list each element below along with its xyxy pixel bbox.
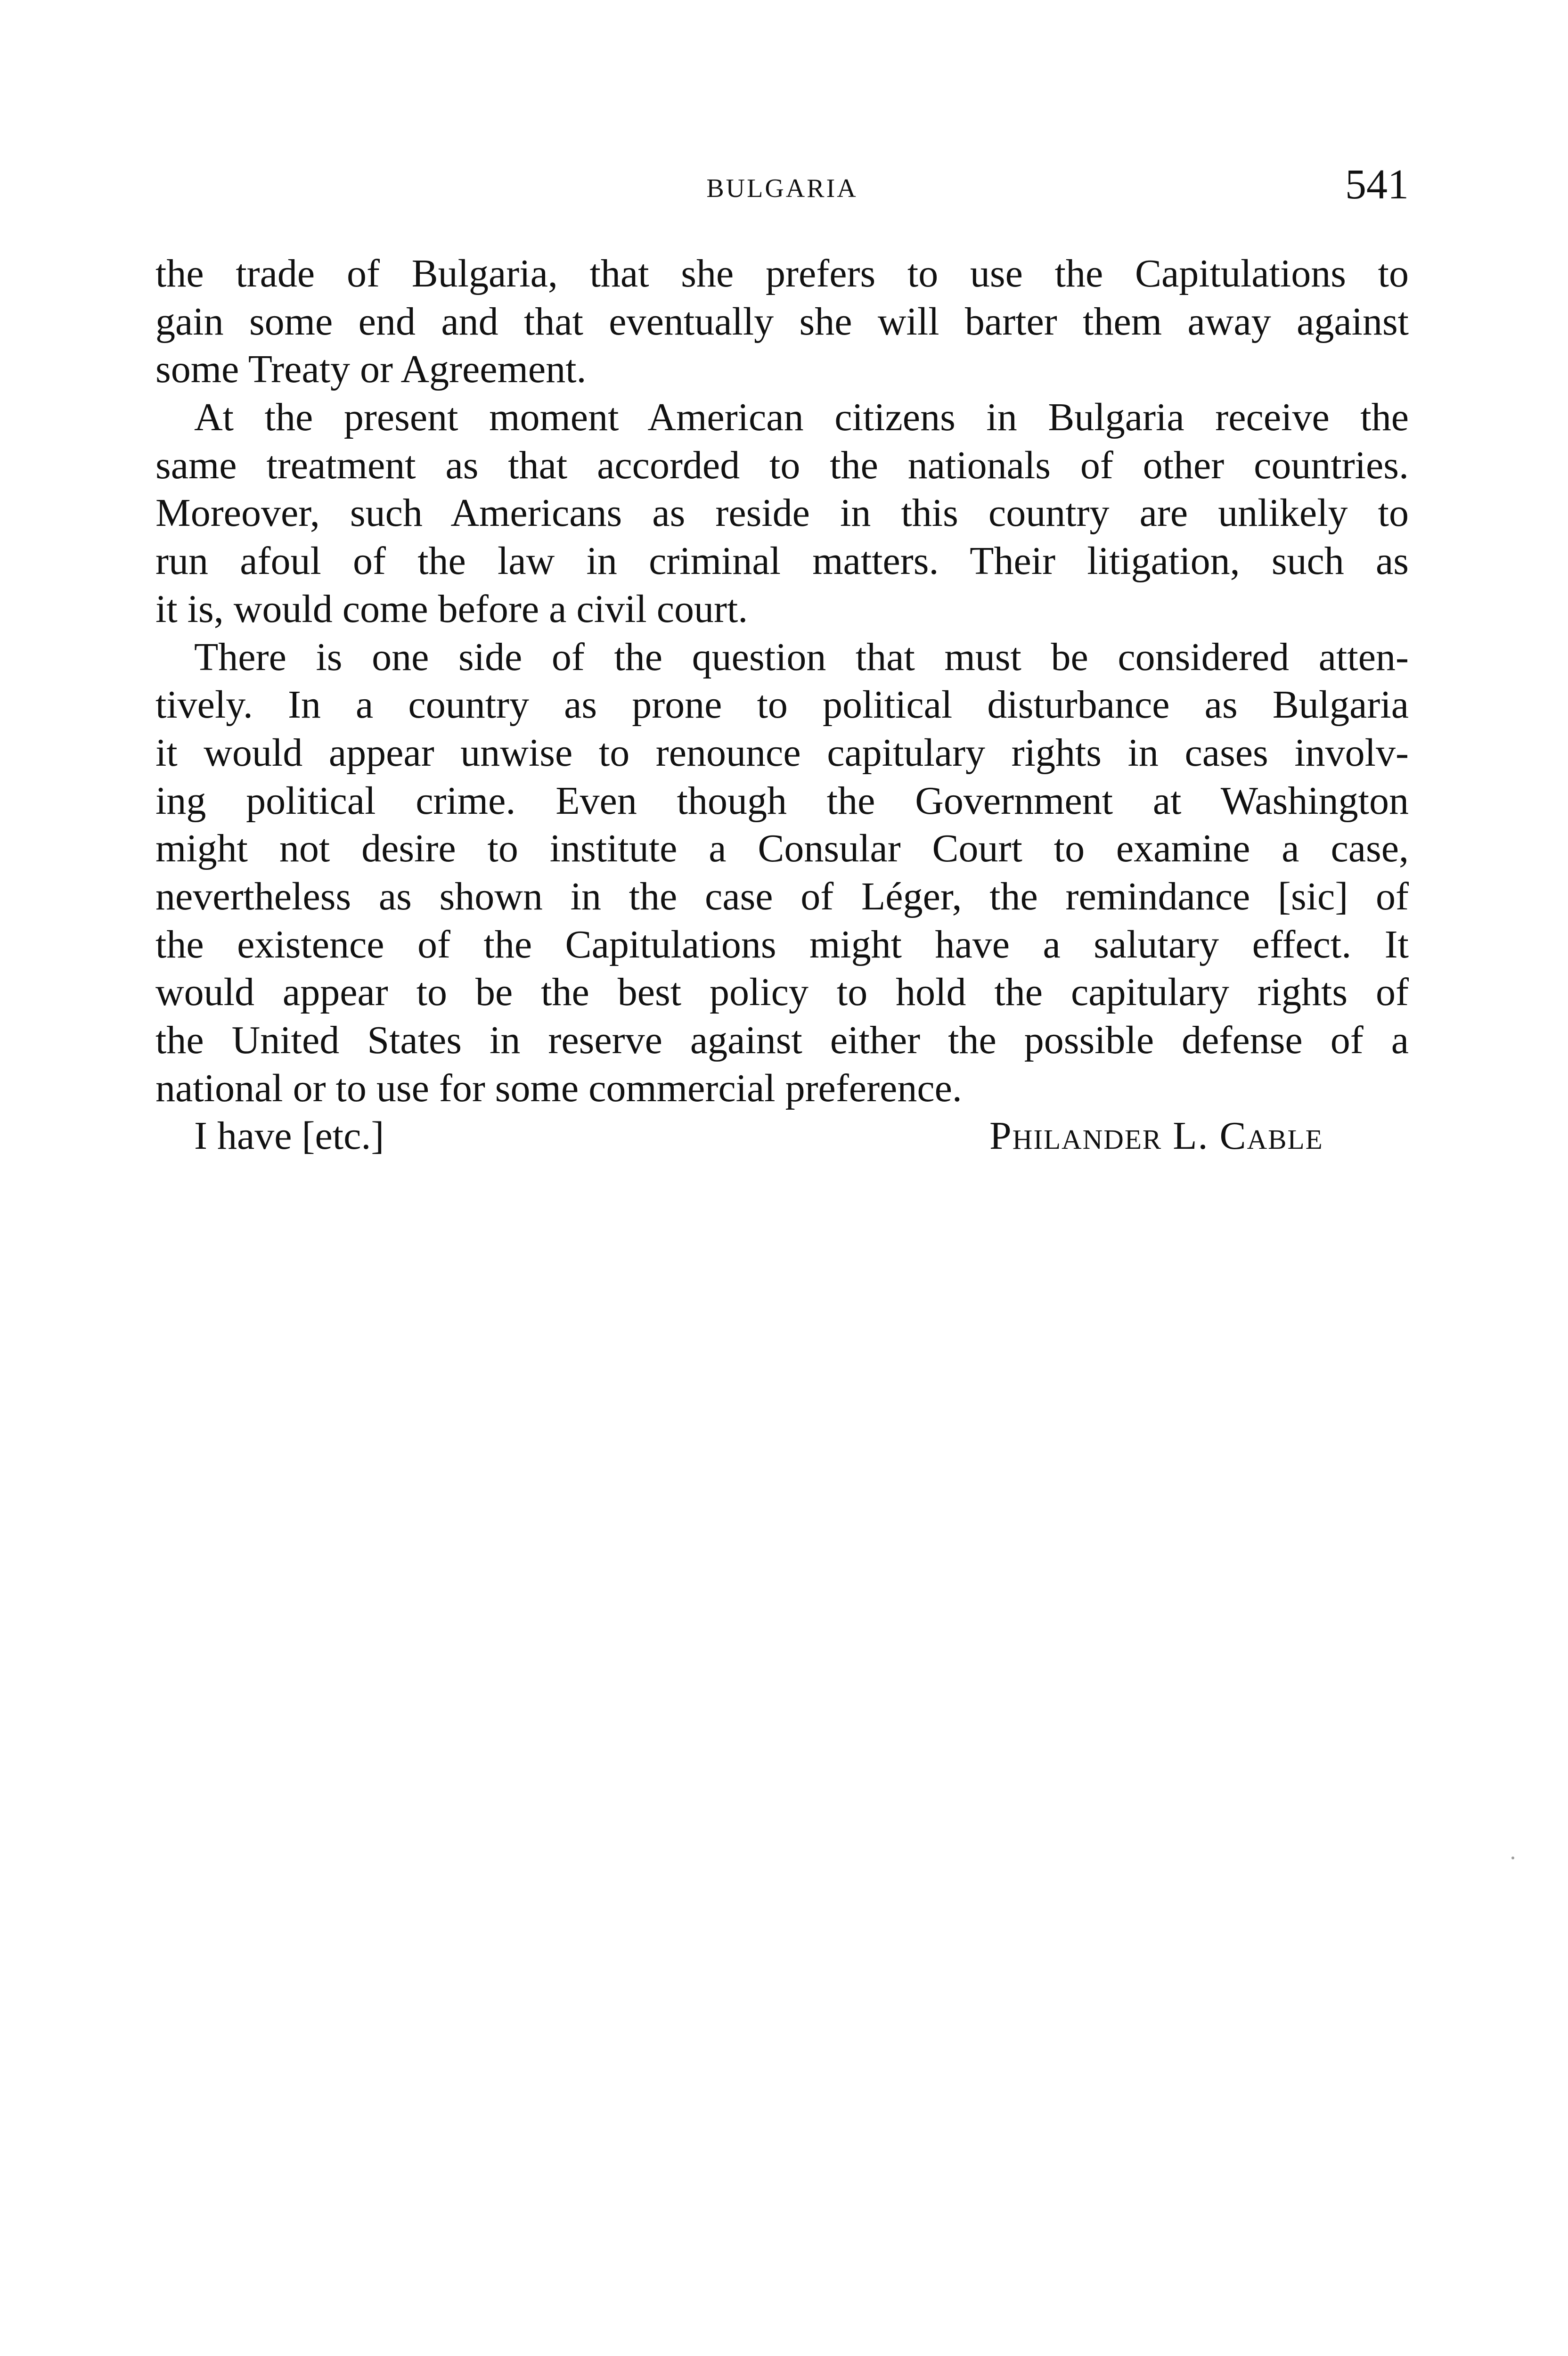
- text-line: some Treaty or Agreement.: [155, 347, 587, 392]
- text-line: it would appear unwise to renounce capitulary rights in cases involv-: [155, 730, 1409, 775]
- text-line: the trade of Bulgaria, that she prefers to use the Capitulations to: [155, 252, 1409, 295]
- closing-line: [155, 1112, 1409, 1160]
- text-line: the existence of the Capitulations might have a salutary effect. It: [155, 922, 1409, 966]
- text-line: nevertheless as shown in the case of Léger, the remindance [sic] of: [155, 874, 1409, 918]
- text-line: national or to use for some commercial preference.: [155, 1066, 962, 1110]
- page-header: [155, 160, 1409, 217]
- text-line: There is one side of the question that must be considered atten-: [194, 635, 1409, 679]
- text-line: might not desire to institute a Consular Court to examine a case,: [155, 826, 1409, 871]
- complimentary-close: I have [etc.]: [194, 1114, 384, 1158]
- text-line: the United States in reserve against either the possible defense of a: [155, 1018, 1409, 1062]
- scan-speck: [1511, 1857, 1514, 1859]
- text-line: ing political crime. Even though the Government at Washington: [155, 778, 1409, 823]
- signature: Philander L. Cable: [989, 1114, 1323, 1158]
- text-line: At the present moment American citizens in Bulgaria receive the: [194, 395, 1409, 440]
- text-line: Moreover, such Americans as reside in this country are unlikely to: [155, 491, 1409, 535]
- body-text: [155, 250, 1409, 1160]
- text-line: would appear to be the best policy to hold the capitulary rights of: [155, 970, 1409, 1014]
- text-line: it is, would come before a civil court.: [155, 587, 748, 631]
- running-head: BULGARIA: [706, 174, 858, 203]
- text-line: tively. In a country as prone to political disturbance as Bulgaria: [155, 683, 1409, 727]
- text-line: run afoul of the law in criminal matters. Their litigation, such as: [155, 539, 1409, 583]
- page-number: 541: [1345, 161, 1409, 208]
- text-line: same treatment as that accorded to the nationals of other countries.: [155, 443, 1409, 487]
- text-line: gain some end and that eventually she will barter them away against: [155, 299, 1409, 344]
